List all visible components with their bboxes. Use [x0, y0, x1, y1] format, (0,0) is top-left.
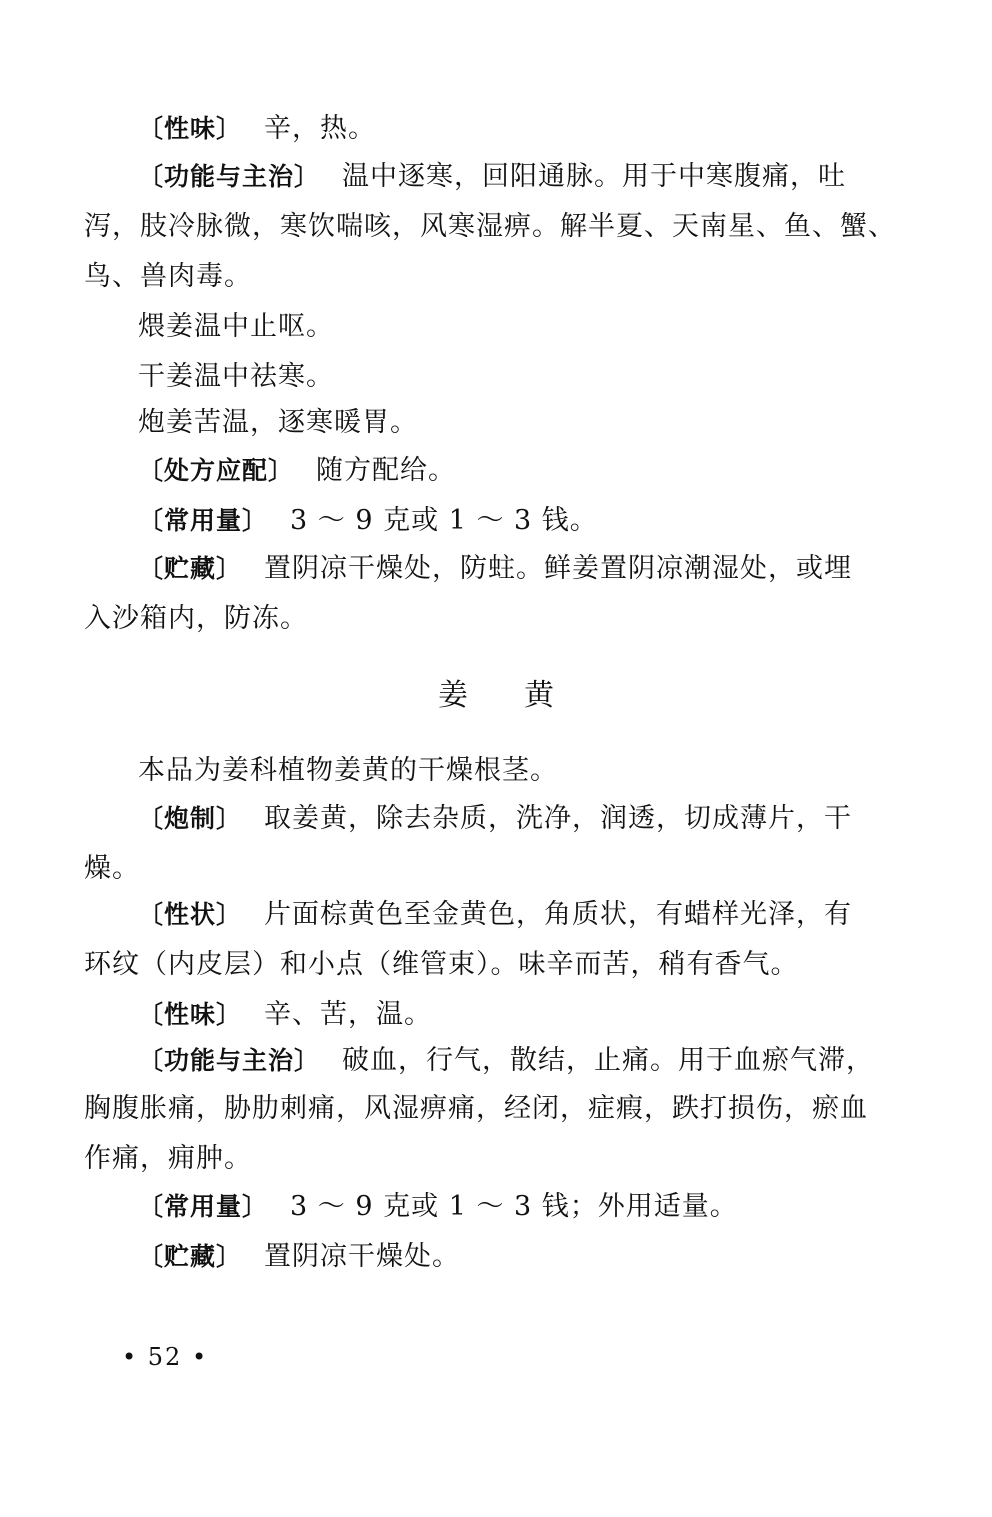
processing-text: 取姜黄，除去杂质，洗净，润透，切成薄片，干	[264, 803, 853, 834]
storage-line-2: 入沙箱内，防冻。	[84, 603, 308, 634]
function-label: 〔功能与主治〕	[138, 162, 321, 191]
storage-label-2: 〔贮藏〕	[138, 1242, 243, 1271]
processing-label: 〔炮制〕	[138, 804, 243, 833]
prescription-label: 〔处方应配〕	[138, 456, 295, 485]
character-line-1	[138, 898, 874, 932]
intro-line: 本品为姜科植物姜黄的干燥根茎。	[138, 755, 558, 786]
function2-line-3: 作痛，痈肿。	[84, 1143, 252, 1174]
function2-line-1	[138, 1044, 874, 1078]
taste-line-2	[138, 998, 874, 1032]
character-line-2: 环纹（内皮层）和小点（维管束）。味辛而苦，稍有香气。	[84, 949, 799, 980]
function-text: 温中逐寒，回阳通脉。用于中寒腹痛，吐	[342, 161, 847, 192]
function-label-2: 〔功能与主治〕	[138, 1046, 321, 1075]
section-title: 姜黄	[438, 678, 610, 713]
page-number: • 52 •	[122, 1343, 209, 1371]
taste-line	[138, 112, 874, 146]
character-text: 片面棕黄色至金黄色，角质状，有蜡样光泽，有	[264, 899, 853, 930]
function-line-1	[138, 160, 874, 194]
processing-line-2: 燥。	[84, 853, 140, 884]
storage-line-1	[138, 552, 874, 586]
note-line-1: 煨姜温中止呕。	[138, 311, 334, 342]
taste-label: 〔性味〕	[138, 114, 243, 143]
note-line-2: 干姜温中祛寒。	[138, 361, 334, 392]
dosage-text-2: 3 ～ 9 克或 1 ～ 3 钱；外用适量。	[290, 1191, 738, 1222]
dosage-line	[138, 504, 874, 538]
taste-text-2: 辛、苦，温。	[264, 999, 433, 1030]
function-line-3: 鸟、兽肉毒。	[84, 261, 252, 292]
storage2-line	[138, 1240, 874, 1274]
character-label: 〔性状〕	[138, 900, 243, 929]
note-line-3: 炮姜苦温，逐寒暖胃。	[138, 407, 418, 438]
dosage-line-2	[138, 1190, 874, 1224]
dosage-label: 〔常用量〕	[138, 506, 269, 535]
function-line-2: 泻，肢冷脉微，寒饮喘咳，风寒湿痹。解半夏、天南星、鱼、蟹、	[84, 211, 896, 242]
storage-text: 置阴凉干燥处，防蛀。鲜姜置阴凉潮湿处，或埋	[264, 553, 853, 584]
function2-line-2: 胸腹胀痛，胁肋刺痛，风湿痹痛，经闭，症瘕，跌打损伤，瘀血	[84, 1093, 868, 1124]
taste-label-2: 〔性味〕	[138, 1000, 243, 1029]
processing-line-1	[138, 802, 874, 836]
storage-text-2: 置阴凉干燥处。	[264, 1241, 461, 1272]
prescription-text: 随方配给。	[316, 455, 457, 486]
storage-label: 〔贮藏〕	[138, 554, 243, 583]
prescription-line	[138, 454, 874, 488]
dosage-label-2: 〔常用量〕	[138, 1192, 269, 1221]
dosage-text: 3 ～ 9 克或 1 ～ 3 钱。	[290, 505, 598, 536]
taste-text: 辛，热。	[264, 113, 377, 144]
function-text-2: 破血，行气，散结，止痛。用于血瘀气滞，	[342, 1045, 875, 1076]
